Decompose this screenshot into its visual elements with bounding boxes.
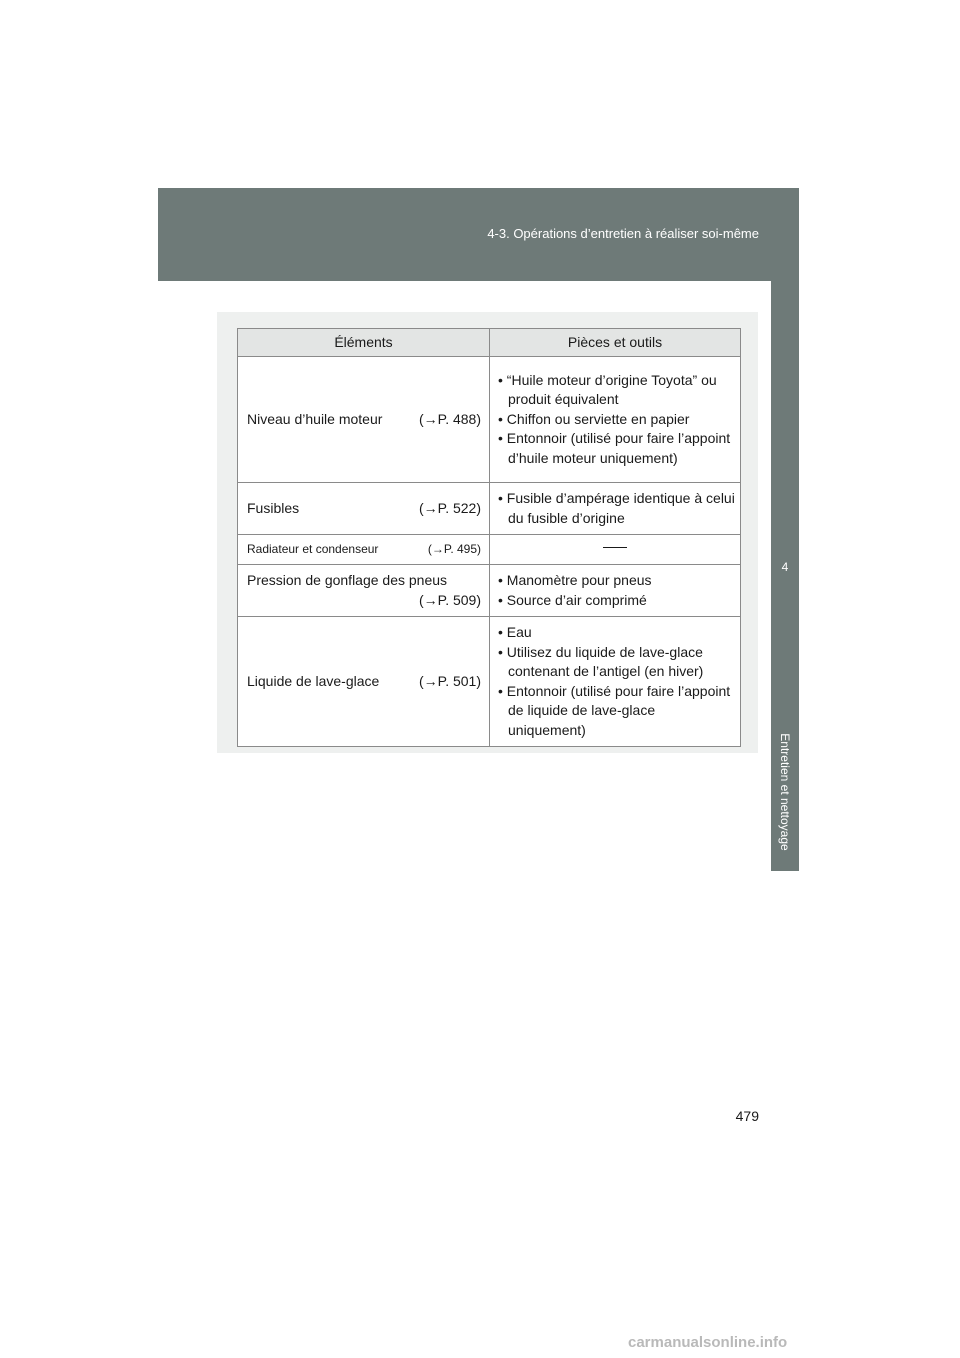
tool-item: • Entonnoir (utilisé pour faire l’appoint de liquide de lave-glace uniquement)	[498, 682, 731, 738]
table-row	[238, 565, 741, 617]
item-cell	[238, 617, 490, 747]
tool-item: • Utilisez du liquide de lave-glace contenant de l’antigel (en hiver)	[498, 643, 704, 679]
page-reference: (→P. 509)	[419, 591, 481, 608]
tools-cell-empty	[490, 535, 741, 565]
chapter-label: Entretien et nettoyage	[778, 733, 792, 851]
maintenance-items-panel	[217, 312, 758, 753]
column-header-tools: Pièces et outils	[490, 329, 741, 357]
page-number: 479	[735, 1108, 759, 1124]
tool-item: • Entonnoir (utilisé pour faire l’appoint d’huile moteur uniquement)	[498, 430, 731, 466]
tool-item: • Eau	[498, 624, 532, 640]
page-reference: (→P. 488)	[419, 410, 481, 427]
item-name: Fusibles	[247, 499, 300, 516]
item-cell	[238, 357, 490, 483]
table-row	[238, 617, 741, 747]
tool-item: • Manomètre pour pneus	[498, 572, 652, 588]
column-header-items: Éléments	[238, 329, 490, 357]
item-cell	[238, 483, 490, 535]
table-row	[238, 483, 741, 535]
not-applicable-dash	[603, 547, 627, 548]
page-reference: (→P. 522)	[419, 499, 481, 516]
tools-cell	[490, 483, 741, 535]
section-header-band	[158, 188, 799, 281]
item-name: Pression de gonflage des pneus	[247, 572, 448, 588]
maintenance-items-table	[237, 328, 741, 747]
tools-cell	[490, 565, 741, 617]
table-row	[238, 535, 741, 565]
tools-cell	[490, 617, 741, 747]
watermark: carmanualsonline.info	[628, 1334, 788, 1351]
tools-cell	[490, 357, 741, 483]
chapter-number: 4	[781, 560, 789, 574]
table-row	[238, 357, 741, 483]
page-reference: (→P. 495)	[427, 541, 481, 556]
table-header-row	[238, 329, 741, 357]
tool-item: • “Huile moteur d’origine Toyota” ou produit équivalent	[498, 371, 717, 408]
tool-item: • Fusible d’ampérage identique à celui du fusible d’origine	[498, 490, 735, 526]
item-name: Radiateur et condenseur	[247, 541, 379, 556]
chapter-side-tab	[771, 281, 799, 871]
item-cell	[238, 535, 490, 565]
tool-item: • Chiffon ou serviette en papier	[498, 410, 690, 427]
item-name: Liquide de lave-glace	[247, 672, 380, 689]
tool-item: • Source d’air comprimé	[498, 591, 647, 608]
page-reference: (→P. 501)	[419, 672, 481, 689]
section-title: 4-3. Opérations d’entretien à réaliser soi-même	[487, 226, 759, 241]
item-cell	[238, 565, 490, 617]
item-name: Niveau d’huile moteur	[247, 410, 383, 427]
